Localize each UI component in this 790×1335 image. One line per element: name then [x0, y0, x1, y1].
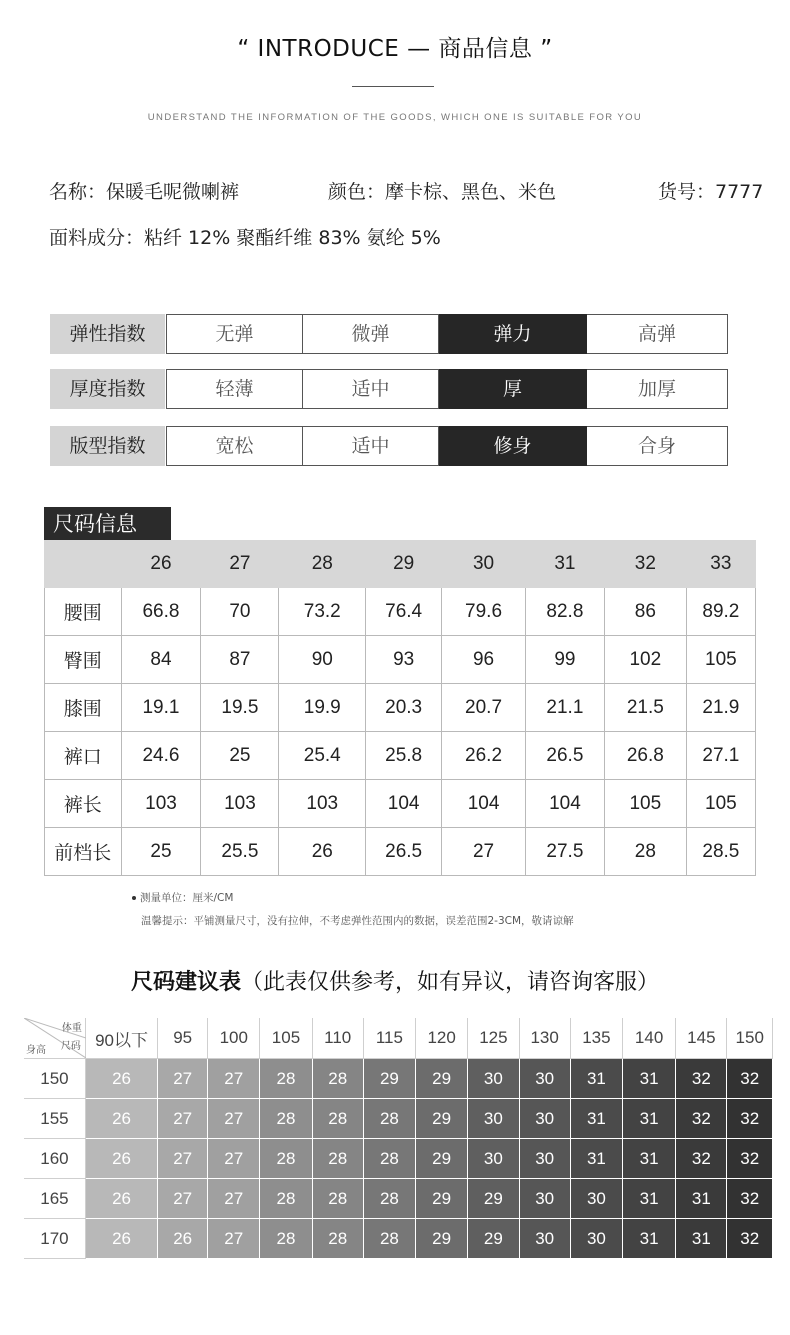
recommended-size-cell: 32	[727, 1179, 773, 1219]
recommended-size-cell: 26	[85, 1059, 157, 1099]
table-row	[24, 1059, 773, 1099]
measure-value: 84	[121, 636, 201, 684]
measure-value: 26	[279, 828, 366, 876]
table-row	[45, 732, 756, 780]
table-corner-header	[24, 1018, 85, 1059]
measure-value: 26.8	[604, 732, 686, 780]
index-options	[166, 426, 728, 466]
size-header-cell: 28	[279, 541, 366, 588]
measure-label: 裤口	[45, 732, 122, 780]
recommended-size-cell: 30	[468, 1059, 519, 1099]
measure-value: 19.1	[121, 684, 201, 732]
index-option: 微弹	[303, 314, 439, 354]
table-row	[24, 1219, 773, 1259]
recommended-size-cell: 28	[363, 1139, 415, 1179]
recommended-size-cell: 28	[363, 1179, 415, 1219]
measure-value: 103	[201, 780, 279, 828]
recommended-size-cell: 27	[208, 1059, 260, 1099]
index-option: 宽松	[166, 426, 303, 466]
recommended-size-cell: 28	[363, 1099, 415, 1139]
recommended-size-cell: 31	[570, 1099, 622, 1139]
measure-value: 73.2	[279, 588, 366, 636]
measure-value: 25	[201, 732, 279, 780]
recommended-size-cell: 30	[519, 1139, 570, 1179]
recommended-size-cell: 27	[208, 1139, 260, 1179]
weight-header-cell: 130	[519, 1018, 570, 1059]
size-header-cell: 29	[366, 541, 442, 588]
recommended-size-cell: 31	[623, 1219, 676, 1259]
index-row	[50, 426, 728, 466]
measure-value: 104	[442, 780, 526, 828]
recommended-size-cell: 31	[623, 1139, 676, 1179]
measure-value: 24.6	[121, 732, 201, 780]
weight-header-cell: 145	[676, 1018, 727, 1059]
recommended-size-cell: 32	[727, 1219, 773, 1259]
recommended-size-cell: 29	[416, 1219, 468, 1259]
recommended-size-cell: 29	[363, 1059, 415, 1099]
recommended-size-cell: 30	[570, 1179, 622, 1219]
recommended-size-cell: 28	[312, 1099, 363, 1139]
measure-value: 104	[525, 780, 604, 828]
height-label: 165	[24, 1179, 85, 1219]
measure-unit-note	[132, 890, 233, 905]
weight-header-cell: 120	[416, 1018, 468, 1059]
recommend-title-note: （此表仅供参考，如有异议，请咨询客服）	[241, 970, 660, 995]
index-option: 适中	[303, 426, 439, 466]
table-row	[45, 636, 756, 684]
weight-header-cell: 90以下	[85, 1018, 157, 1059]
recommended-size-cell: 28	[260, 1059, 312, 1099]
recommended-size-cell: 32	[727, 1099, 773, 1139]
index-option-selected: 弹力	[439, 314, 587, 354]
recommended-size-cell: 30	[468, 1139, 519, 1179]
table-row	[45, 828, 756, 876]
measure-value: 70	[201, 588, 279, 636]
index-option: 高弹	[587, 314, 728, 354]
recommended-size-cell: 30	[519, 1059, 570, 1099]
recommended-size-cell: 26	[85, 1179, 157, 1219]
recommended-size-cell: 30	[519, 1099, 570, 1139]
recommended-size-cell: 32	[676, 1059, 727, 1099]
measure-label: 膝围	[45, 684, 122, 732]
size-header-cell: 30	[442, 541, 526, 588]
page-subtitle: UNDERSTAND THE INFORMATION OF THE GOODS, WHICH ONE IS SUITABLE FOR YOU	[147, 112, 643, 123]
page-title: “ INTRODUCE — 商品信息 ”	[237, 36, 553, 62]
measure-value: 104	[366, 780, 442, 828]
index-label: 版型指数	[50, 426, 165, 466]
height-label: 155	[24, 1099, 85, 1139]
recommended-size-cell: 26	[85, 1139, 157, 1179]
table-row	[45, 780, 756, 828]
recommended-size-cell: 28	[312, 1219, 363, 1259]
measure-value: 25.8	[366, 732, 442, 780]
measure-value: 103	[279, 780, 366, 828]
recommended-size-cell: 27	[158, 1099, 208, 1139]
size-header-cell: 27	[201, 541, 279, 588]
measure-value: 20.7	[442, 684, 526, 732]
height-label: 150	[24, 1059, 85, 1099]
table-row	[24, 1099, 773, 1139]
recommended-size-cell: 31	[676, 1219, 727, 1259]
corner-height-label: 身高	[26, 1045, 46, 1056]
measure-label: 臀围	[45, 636, 122, 684]
measure-value: 21.9	[686, 684, 755, 732]
corner-weight-label: 体重	[61, 1023, 82, 1034]
recommended-size-cell: 26	[158, 1219, 208, 1259]
size-header-cell: 26	[121, 541, 201, 588]
recommended-size-cell: 27	[208, 1099, 260, 1139]
table-row	[24, 1139, 773, 1179]
recommended-size-cell: 27	[208, 1219, 260, 1259]
measure-value: 27.5	[525, 828, 604, 876]
index-option: 合身	[587, 426, 728, 466]
recommended-size-cell: 29	[416, 1179, 468, 1219]
recommended-size-cell: 27	[208, 1179, 260, 1219]
index-option-selected: 修身	[439, 426, 587, 466]
measure-value: 21.5	[604, 684, 686, 732]
weight-header-cell: 140	[623, 1018, 676, 1059]
recommend-title-bold: 尺码建议表	[130, 970, 241, 995]
index-option: 适中	[303, 369, 439, 409]
measure-value: 79.6	[442, 588, 526, 636]
size-header-cell: 31	[525, 541, 604, 588]
recommended-size-cell: 26	[85, 1099, 157, 1139]
measure-value: 19.9	[279, 684, 366, 732]
measure-value: 27.1	[686, 732, 755, 780]
size-info-title: 尺码信息	[44, 507, 171, 541]
measure-label: 前档长	[45, 828, 122, 876]
recommend-title	[0, 965, 790, 996]
corner-size-label: 尺码	[60, 1041, 81, 1052]
bullet-dot-icon	[132, 896, 136, 900]
measure-value: 105	[604, 780, 686, 828]
weight-header-cell: 110	[312, 1018, 363, 1059]
index-option: 加厚	[587, 369, 728, 409]
recommended-size-cell: 30	[570, 1219, 622, 1259]
recommended-size-cell: 30	[519, 1219, 570, 1259]
index-options	[166, 369, 728, 409]
measure-value: 25.4	[279, 732, 366, 780]
measure-value: 96	[442, 636, 526, 684]
recommended-size-cell: 28	[312, 1059, 363, 1099]
measure-value: 82.8	[525, 588, 604, 636]
recommended-size-cell: 32	[676, 1099, 727, 1139]
measure-value: 26.5	[525, 732, 604, 780]
size-header-cell: 32	[604, 541, 686, 588]
measure-value: 26.5	[366, 828, 442, 876]
measure-value: 87	[201, 636, 279, 684]
measure-value: 102	[604, 636, 686, 684]
measure-value: 93	[366, 636, 442, 684]
recommended-size-cell: 29	[468, 1219, 519, 1259]
size-header-blank	[45, 541, 122, 588]
measure-label: 腰围	[45, 588, 122, 636]
recommended-size-cell: 27	[158, 1179, 208, 1219]
measure-value: 105	[686, 780, 755, 828]
index-label: 厚度指数	[50, 369, 165, 409]
measure-value: 19.5	[201, 684, 279, 732]
table-row	[45, 588, 756, 636]
table-row	[45, 684, 756, 732]
height-label: 170	[24, 1219, 85, 1259]
index-label: 弹性指数	[50, 314, 165, 354]
measure-value: 90	[279, 636, 366, 684]
size-recommend-table	[24, 1018, 773, 1259]
recommended-size-cell: 28	[260, 1219, 312, 1259]
index-row	[50, 314, 728, 354]
recommended-size-cell: 32	[676, 1139, 727, 1179]
recommended-size-cell: 28	[312, 1179, 363, 1219]
product-fabric: 面料成分：粘纤 12% 聚酯纤维 83% 氨纶 5%	[49, 227, 441, 249]
recommended-size-cell: 27	[158, 1059, 208, 1099]
measure-value: 25.5	[201, 828, 279, 876]
recommended-size-cell: 28	[260, 1099, 312, 1139]
recommended-size-cell: 26	[85, 1219, 157, 1259]
weight-header-cell: 150	[727, 1018, 773, 1059]
index-option: 轻薄	[166, 369, 303, 409]
measure-value: 89.2	[686, 588, 755, 636]
measure-value: 66.8	[121, 588, 201, 636]
recommended-size-cell: 27	[158, 1139, 208, 1179]
size-header-cell: 33	[686, 541, 755, 588]
recommended-size-cell: 31	[623, 1099, 676, 1139]
measure-tip-note: 温馨提示：平铺测量尺寸，没有拉伸，不考虑弹性范围内的数据，误差范围2-3CM，敬请谅解	[141, 915, 574, 927]
recommended-size-cell: 28	[363, 1219, 415, 1259]
recommended-size-cell: 31	[676, 1179, 727, 1219]
recommended-size-cell: 29	[416, 1059, 468, 1099]
index-row	[50, 369, 728, 409]
weight-header-cell: 135	[570, 1018, 622, 1059]
measure-value: 99	[525, 636, 604, 684]
measure-value: 25	[121, 828, 201, 876]
recommended-size-cell: 29	[416, 1139, 468, 1179]
recommended-size-cell: 31	[570, 1139, 622, 1179]
measure-value: 76.4	[366, 588, 442, 636]
recommended-size-cell: 31	[570, 1059, 622, 1099]
recommended-size-cell: 31	[623, 1179, 676, 1219]
height-label: 160	[24, 1139, 85, 1179]
measure-value: 28	[604, 828, 686, 876]
measure-unit-text: 测量单位：厘米/CM	[140, 892, 234, 904]
index-option: 无弹	[166, 314, 303, 354]
index-option-selected: 厚	[439, 369, 587, 409]
title-divider	[352, 86, 434, 87]
recommended-size-cell: 28	[260, 1139, 312, 1179]
table-row	[24, 1179, 773, 1219]
product-name: 名称：保暖毛呢微喇裤	[49, 181, 240, 203]
product-color: 颜色：摩卡棕、黑色、米色	[328, 181, 557, 203]
measure-value: 26.2	[442, 732, 526, 780]
recommended-size-cell: 29	[468, 1179, 519, 1219]
measure-value: 105	[686, 636, 755, 684]
recommended-size-cell: 30	[468, 1099, 519, 1139]
recommended-size-cell: 28	[312, 1139, 363, 1179]
product-sku: 货号：7777	[658, 181, 764, 203]
measure-value: 21.1	[525, 684, 604, 732]
recommended-size-cell: 28	[260, 1179, 312, 1219]
recommended-size-cell: 31	[623, 1059, 676, 1099]
weight-header-cell: 125	[468, 1018, 519, 1059]
measure-label: 裤长	[45, 780, 122, 828]
weight-header-cell: 95	[158, 1018, 208, 1059]
weight-header-cell: 105	[260, 1018, 312, 1059]
measure-value: 27	[442, 828, 526, 876]
recommended-size-cell: 32	[727, 1059, 773, 1099]
weight-header-cell: 100	[208, 1018, 260, 1059]
weight-header-cell: 115	[363, 1018, 415, 1059]
measure-value: 28.5	[686, 828, 755, 876]
index-options	[166, 314, 728, 354]
measure-value: 20.3	[366, 684, 442, 732]
measure-value: 103	[121, 780, 201, 828]
size-info-table	[44, 540, 756, 876]
recommended-size-cell: 32	[727, 1139, 773, 1179]
recommended-size-cell: 29	[416, 1099, 468, 1139]
recommended-size-cell: 30	[519, 1179, 570, 1219]
measure-value: 86	[604, 588, 686, 636]
